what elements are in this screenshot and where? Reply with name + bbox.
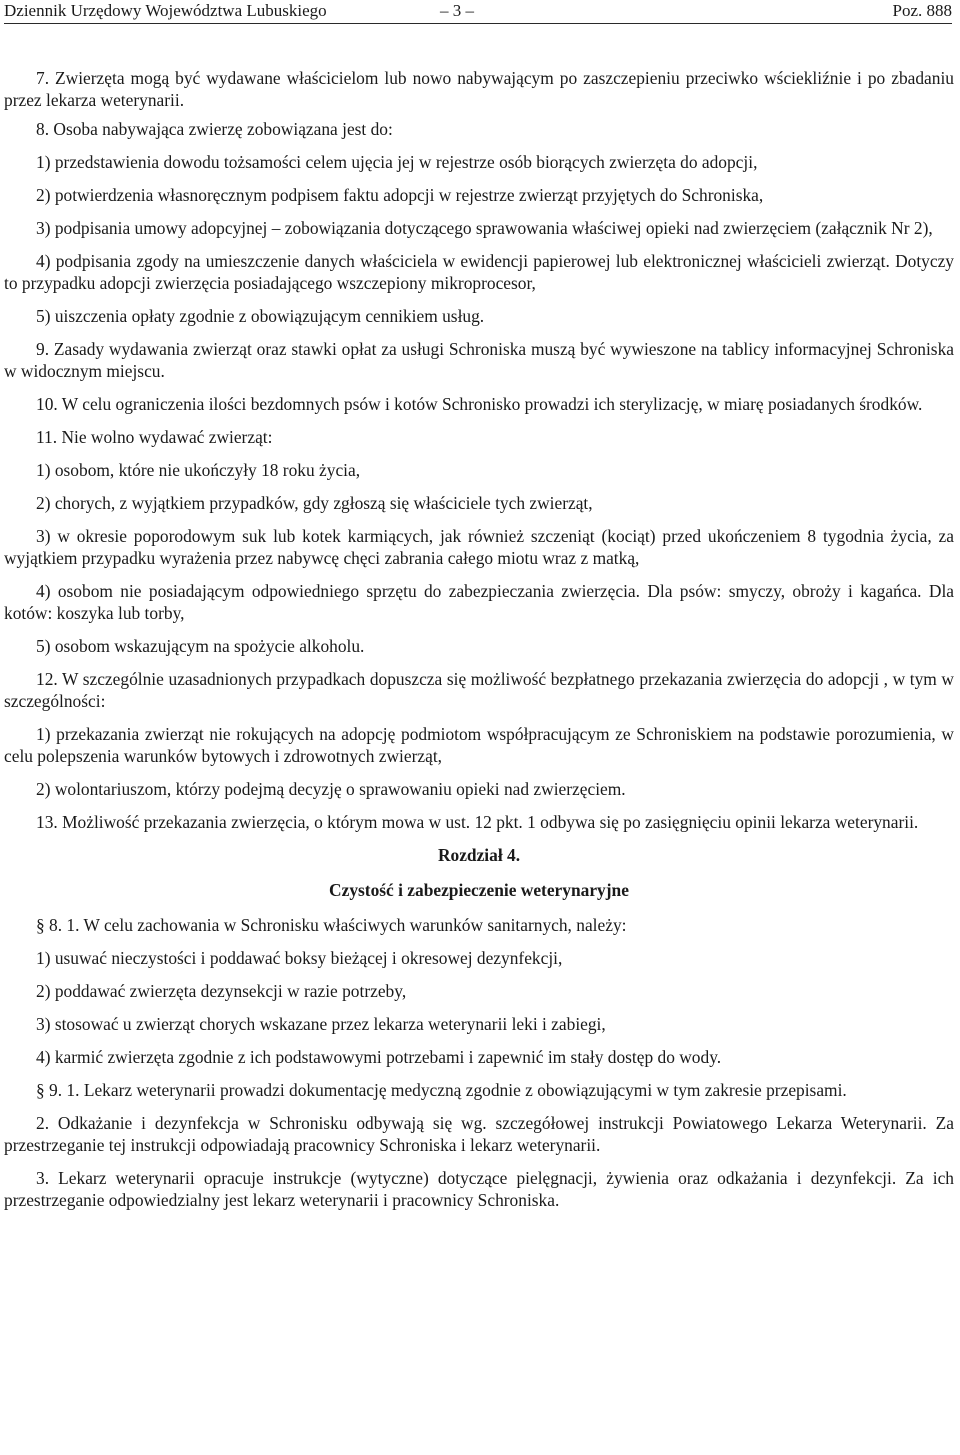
- list-item: 2) chorych, z wyjątkiem przypadków, gdy zgłoszą się właściciele tych zwierząt,: [36, 493, 593, 513]
- paragraph-9: 9. Zasady wydawania zwierząt oraz stawki opłat za usługi Schroniska muszą być wywieszone na tablicy informacyjnej Schroniska w widocznym miejscu.: [4, 339, 954, 381]
- list-item: 4) podpisania zgody na umieszczenie danych właściciela w ewidencji papierowej lub elektronicznej właścicieli zwierząt. Dotyczy to przypadku adopcji zwierzęcia posiadającego wszczepiony mikroprocesor,: [4, 251, 954, 293]
- page-number: – 3 –: [440, 1, 474, 20]
- page-header: [4, 0, 952, 22]
- list-item: 1) osobom, które nie ukończyły 18 roku życia,: [36, 460, 361, 480]
- document-body: [4, 67, 954, 1222]
- paragraph-8: 8. Osoba nabywająca zwierzę zobowiązana jest do:: [36, 119, 393, 139]
- list-item: 5) uiszczenia opłaty zgodnie z obowiązującym cennikiem usług.: [36, 306, 485, 326]
- list-item: 1) przedstawienia dowodu tożsamości celem ujęcia jej w rejestrze osób biorących zwierzęta do adopcji,: [36, 152, 758, 172]
- chapter-number: Rozdział 4.: [437, 845, 521, 865]
- paragraph-9-2: 2. Odkażanie i dezynfekcja w Schronisku odbywają się wg. szczegółowej instrukcji Powiatowego Lekarza Weterynarii. Za przestrzeganie tej instrukcji odpowiadają pracownicy Schroniska i lekarz weterynarii.: [4, 1113, 954, 1155]
- paragraph-11: 11. Nie wolno wydawać zwierząt:: [36, 427, 273, 447]
- paragraph-7: 7. Zwierzęta mogą być wydawane właścicielom lub nowo nabywającym po zaszczepieniu przeciwko wściekliźnie i po zbadaniu przez lekarza weterynarii.: [4, 68, 954, 110]
- list-item: 5) osobom wskazującym na spożycie alkoholu.: [36, 636, 365, 656]
- list-item: 1) usuwać nieczystości i poddawać boksy bieżącej i okresowej dezynfekcji,: [36, 948, 563, 968]
- position-number: Poz. 888: [892, 1, 952, 20]
- paragraph-13: 13. Możliwość przekazania zwierzęcia, o którym mowa w ust. 12 pkt. 1 odbywa się po zasięgnięciu opinii lekarza weterynarii.: [36, 812, 919, 832]
- paragraph-12: 12. W szczególnie uzasadnionych przypadkach dopuszcza się możliwość bezpłatnego przekazania zwierzęcia do adopcji , w tym w szczególności:: [4, 669, 954, 711]
- paragraph-9-3: 3. Lekarz weterynarii opracuje instrukcje (wytyczne) dotyczące pielęgnacji, żywienia oraz odkażania i dezynfekcji. Za ich przestrzeganie odpowiedzialny jest lekarz weterynarii i pracownicy Schroniska.: [4, 1168, 954, 1210]
- list-item: 3) w okresie poporodowym suk lub kotek karmiących, jak również szczeniąt (kociąt) przed ukończeniem 8 tygodnia życia, za wyjątkiem przypadku wyrażenia przez nabywcę chęci zabrania całego miotu wraz z matką,: [4, 526, 954, 568]
- list-item: 2) poddawać zwierzęta dezynsekcji w razie potrzeby,: [36, 981, 407, 1001]
- list-item: 1) przekazania zwierząt nie rokujących na adopcję podmiotom współpracującym ze Schroniskiem na podstawie porozumienia, w celu polepszenia warunków bytowych i zdrowotnych zwierząt,: [4, 724, 954, 766]
- list-item: 2) potwierdzenia własnoręcznym podpisem faktu adopcji w rejestrze zwierząt przyjętych do Schroniska,: [36, 185, 764, 205]
- list-item: 3) podpisania umowy adopcyjnej – zobowiązania dotyczącego sprawowania właściwej opieki nad zwierzęciem (załącznik Nr 2),: [36, 218, 933, 238]
- list-item: 2) wolontariuszom, którzy podejmą decyzję o sprawowaniu opieki nad zwierzęciem.: [36, 779, 626, 799]
- list-item: 3) stosować u zwierząt chorych wskazane przez lekarza weterynarii leki i zabiegi,: [36, 1014, 606, 1034]
- section-8: § 8. 1. W celu zachowania w Schronisku właściwych warunków sanitarnych, należy:: [36, 915, 627, 935]
- paragraph-10: 10. W celu ograniczenia ilości bezdomnych psów i kotów Schronisko prowadzi ich sterylizację, w miarę posiadanych środków.: [36, 394, 923, 414]
- journal-title: Dziennik Urzędowy Województwa Lubuskiego: [4, 1, 327, 20]
- chapter-title: Czystość i zabezpieczenie weterynaryjne: [329, 880, 629, 900]
- list-item: 4) osobom nie posiadającym odpowiedniego sprzętu do zabezpieczania zwierzęcia. Dla psów: smyczy, obroży i kagańca. Dla kotów: koszyka lub torby,: [4, 581, 954, 623]
- header-rule: [4, 23, 952, 24]
- section-9: § 9. 1. Lekarz weterynarii prowadzi dokumentację medyczną zgodnie z obowiązującymi w tym zakresie przepisami.: [36, 1080, 847, 1100]
- list-item: 4) karmić zwierzęta zgodnie z ich podstawowymi potrzebami i zapewnić im stały dostęp do wody.: [36, 1047, 722, 1067]
